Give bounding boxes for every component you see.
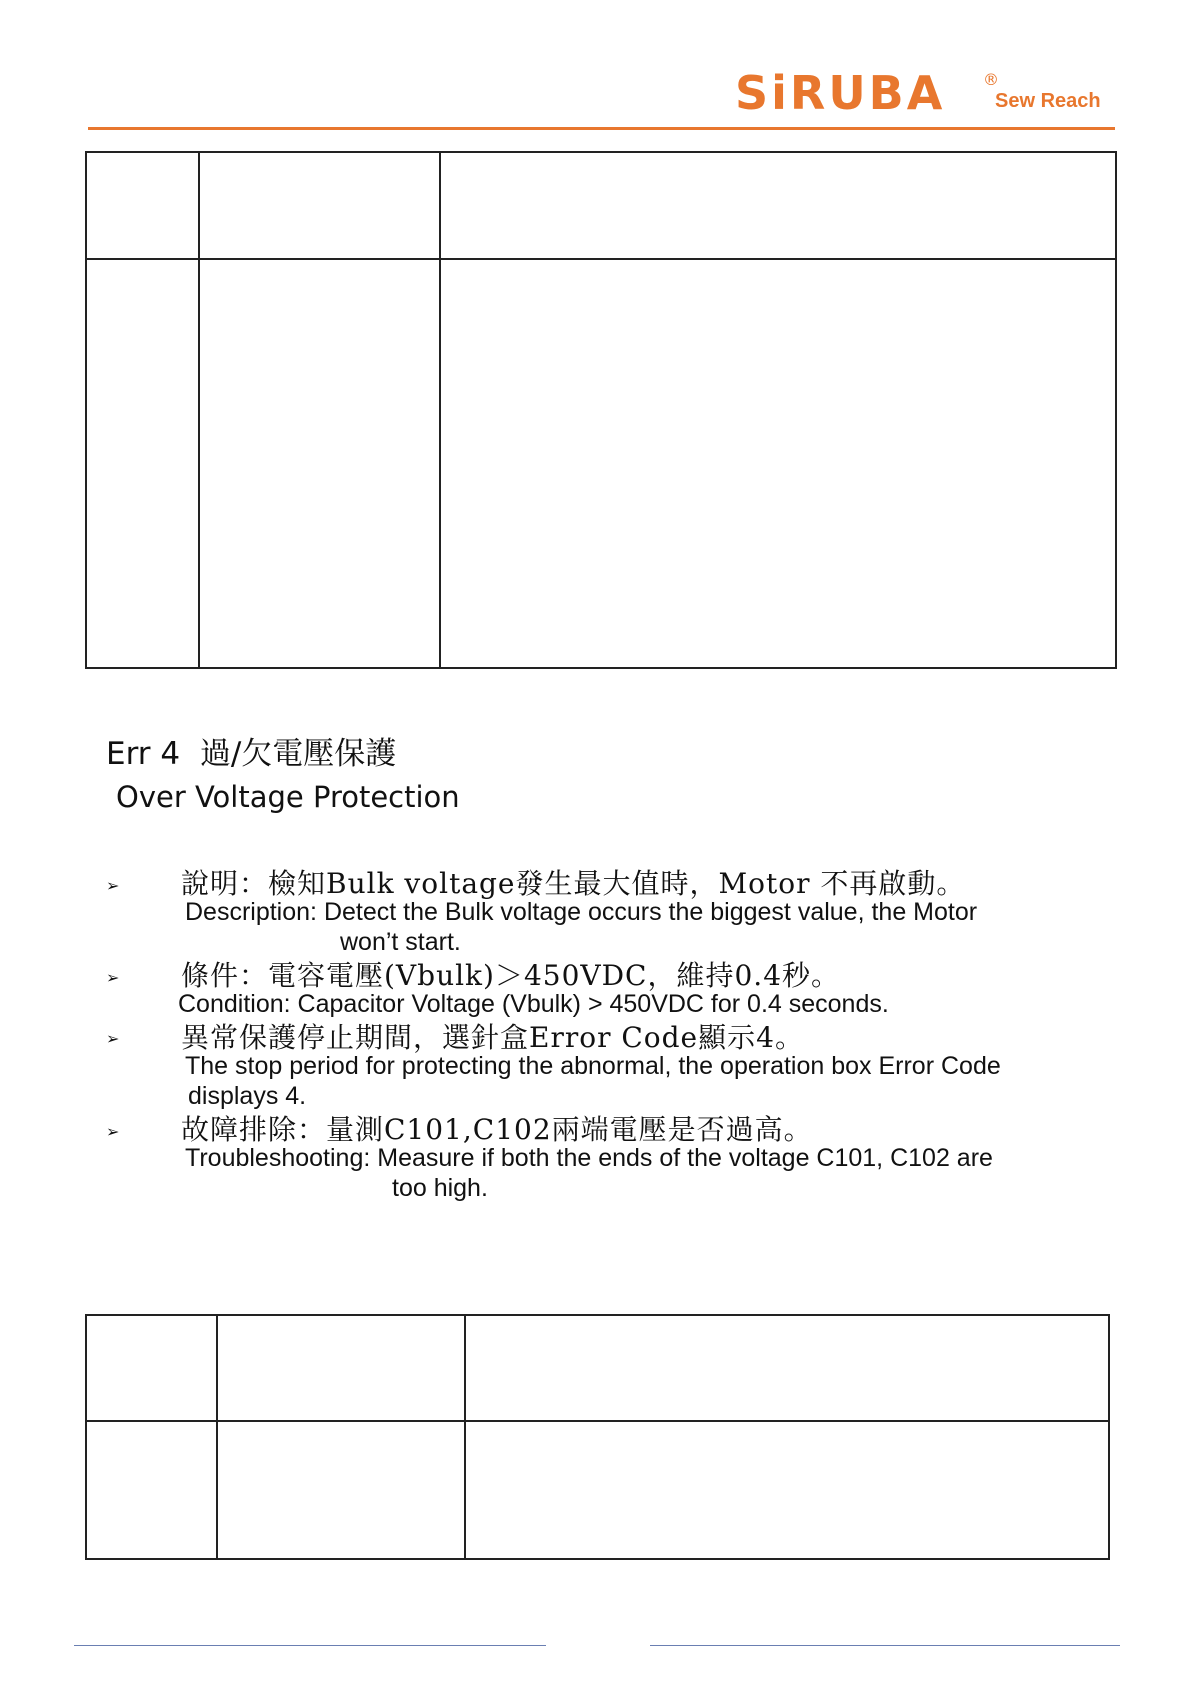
table-cell xyxy=(217,1315,465,1421)
condition-en: Condition: Capacitor Voltage (Vbulk) > 450VDC for 0.4 seconds. xyxy=(178,990,889,1018)
footer-divider-right xyxy=(650,1645,1120,1646)
condition-zh: 條件：電容電壓(Vbulk)＞450VDC，維持0.4秒。 xyxy=(181,959,841,992)
table-cell xyxy=(86,152,199,259)
stop-period-zh: 異常保護停止期間，選針盒Error Code顯示4。 xyxy=(181,1021,804,1054)
registered-mark: ® xyxy=(983,70,999,89)
table-row xyxy=(86,1421,1109,1559)
stop-period-en: The stop period for protecting the abnormal, the operation box Error Code xyxy=(185,1052,1001,1080)
error-code: Err 4 xyxy=(106,736,181,772)
footer-divider-left xyxy=(74,1645,546,1646)
top-table xyxy=(85,151,1117,669)
logo-tagline: Sew Reach xyxy=(995,90,1101,112)
table-row xyxy=(86,259,1116,668)
bullet-icon: ➢ xyxy=(106,968,120,987)
table-cell xyxy=(440,259,1116,668)
troubleshooting-en-cont: too high. xyxy=(392,1174,488,1202)
logo-wordmark: SiRUBA xyxy=(735,66,946,120)
bottom-table xyxy=(85,1314,1110,1560)
section-title-en: Over Voltage Protection xyxy=(116,780,460,814)
bullet-icon: ➢ xyxy=(106,1122,120,1141)
header-divider xyxy=(88,127,1115,130)
table-cell xyxy=(86,1315,217,1421)
table-cell xyxy=(199,152,440,259)
section-title-zh: 過/欠電壓保護 xyxy=(199,736,397,772)
table-cell xyxy=(217,1421,465,1559)
description-zh: 說明：檢知Bulk voltage發生最大值時，Motor 不再啟動。 xyxy=(181,867,966,900)
description-en: Description: Detect the Bulk voltage occurs the biggest value, the Motor xyxy=(185,898,978,926)
table-cell xyxy=(199,259,440,668)
section-heading xyxy=(106,728,396,773)
table-cell xyxy=(465,1421,1109,1559)
troubleshooting-zh: 故障排除：量測C101,C102兩端電壓是否過高。 xyxy=(181,1113,813,1146)
table-cell xyxy=(465,1315,1109,1421)
table-cell xyxy=(86,1421,217,1559)
table-cell xyxy=(86,259,199,668)
table-row xyxy=(86,1315,1109,1421)
table-row xyxy=(86,152,1116,259)
description-en-cont: won’t start. xyxy=(340,928,461,956)
table-cell xyxy=(440,152,1116,259)
stop-period-en-cont: displays 4. xyxy=(188,1082,307,1110)
bullet-icon: ➢ xyxy=(106,876,120,895)
bullet-icon: ➢ xyxy=(106,1029,120,1048)
troubleshooting-en: Troubleshooting: Measure if both the ends of the voltage C101, C102 are xyxy=(185,1144,993,1172)
